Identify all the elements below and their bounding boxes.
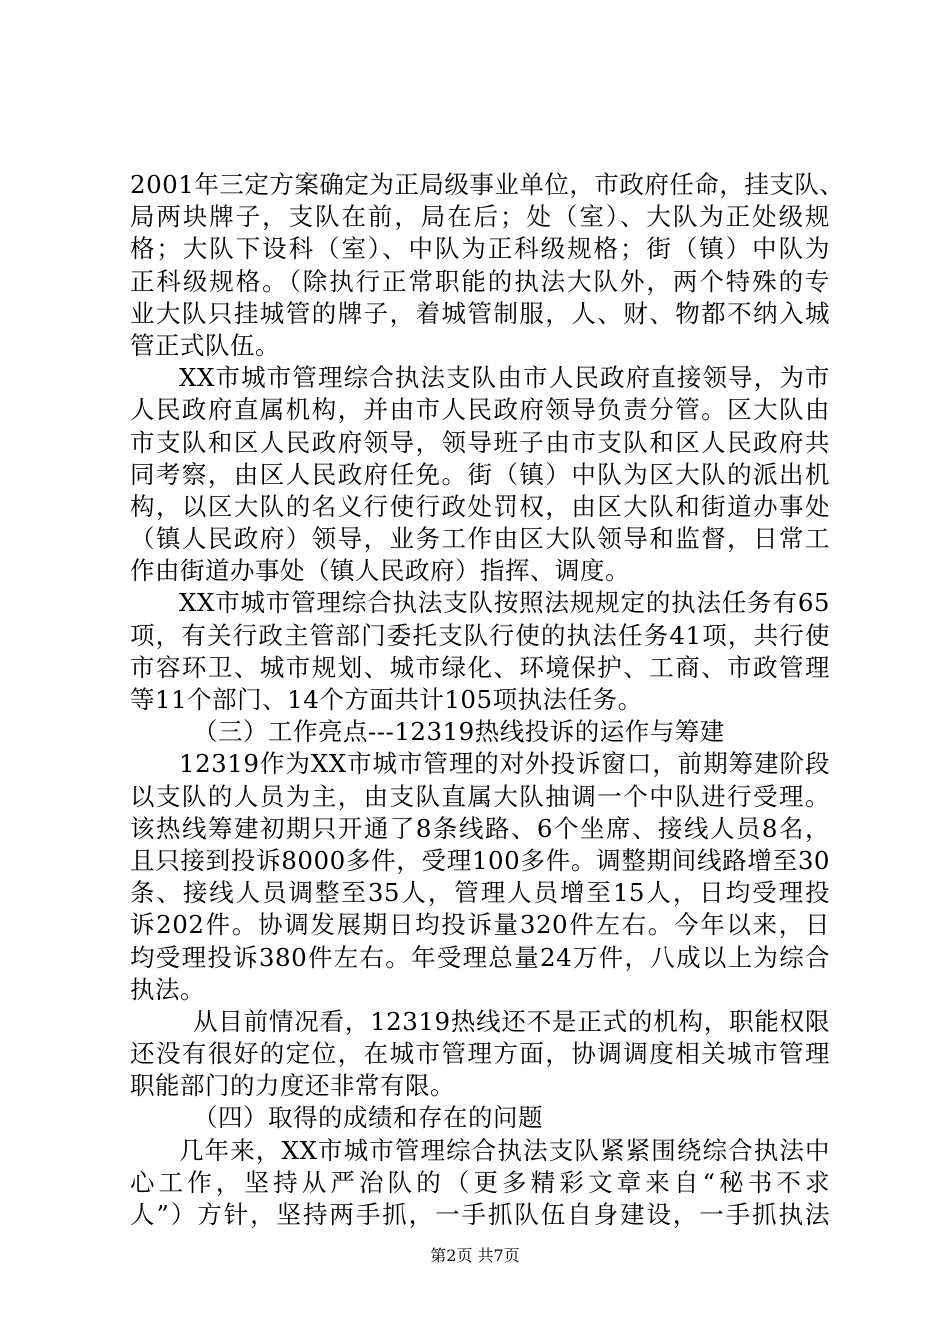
text-line: 项，有关行政主管部门委托支队行使的执法任务41项，共行使 (130, 620, 830, 650)
text-line: 以支队的人员为主，由支队直属大队抽调一个中队进行受理。 (130, 781, 830, 811)
text-line: 12319作为XX市城市管理的对外投诉窗口，前期筹建阶段 (179, 749, 830, 779)
text-line: 心工作，坚持从严治队的（更多精彩文章来自“秘书不求 (130, 1167, 830, 1197)
text-line: 执法。 (130, 974, 205, 1004)
text-line: （三）工作亮点---12319热线投诉的运作与筹建 (193, 717, 725, 747)
text-line: XX市城市管理综合执法支队按照法规规定的执法任务有65 (179, 588, 830, 618)
text-line: 作由街道办事处（镇人民政府）指挥、调度。 (130, 556, 630, 586)
text-line: 管正式队伍。 (130, 330, 280, 360)
text-line: 格；大队下设科（室）、中队为正科级规格；街（镇）中队为 (130, 234, 830, 264)
text-line: 职能部门的力度还非常有限。 (130, 1071, 455, 1101)
text-line: （四）取得的成绩和存在的问题 (193, 1103, 543, 1133)
text-line: 该热线筹建初期只开通了8条线路、6个坐席、接线人员8名， (130, 813, 830, 843)
text-line: 人”）方针，坚持两手抓，一手抓队伍自身建设，一手抓执法 (130, 1200, 830, 1229)
text-line: 均受理投诉380件左右。年受理总量24万件，八成以上为综合 (130, 942, 830, 972)
text-line: 人民政府直属机构，并由市人民政府领导负责分管。区大队由 (130, 395, 830, 425)
text-line: （镇人民政府）领导，业务工作由区大队领导和监督，日常工 (130, 524, 830, 554)
text-line: 同考察，由区人民政府任免。街（镇）中队为区大队的派出机 (130, 459, 830, 489)
text-line: 正科级规格。（除执行正常职能的执法大队外，两个特殊的专 (130, 266, 830, 296)
text-line: 市支队和区人民政府领导，领导班子由市支队和区人民政府共 (130, 427, 830, 457)
text-line: 还没有很好的定位，在城市管理方面，协调调度相关城市管理 (130, 1039, 830, 1069)
text-line: 2001年三定方案确定为正局级事业单位，市政府任命，挂支队、 (130, 170, 845, 199)
text-line: 且只接到投诉8000多件，受理100多件。调整期间线路增至30 (130, 845, 830, 875)
text-line: 局两块牌子，支队在前，局在后；处（室）、大队为正处级规 (130, 202, 830, 232)
text-line: 从目前情况看，12319热线还不是正式的机构，职能权限 (193, 1006, 830, 1036)
page-footer: 第2页 共7页 (430, 1246, 520, 1265)
document-body (130, 169, 845, 1231)
text-line: 业大队只挂城管的牌子，着城管制服，人、财、物都不纳入城 (130, 298, 830, 328)
text-line: 诉202件。协调发展期日均投诉量320件左右。今年以来，日 (130, 910, 830, 940)
text-line: 等11个部门、14个方面共计105项执法任务。 (130, 685, 643, 714)
text-line: 条、接线人员调整至35人，管理人员增至15人，日均受理投 (130, 878, 830, 908)
text-line: XX市城市管理综合执法支队由市人民政府直接领导，为市 (179, 363, 830, 393)
text-line: 构，以区大队的名义行使行政处罚权，由区大队和街道办事处 (130, 491, 830, 521)
text-line: 市容环卫、城市规划、城市绿化、环境保护、工商、市政管理 (130, 652, 830, 682)
text-line: 几年来，XX市城市管理综合执法支队紧紧围绕综合执法中 (179, 1135, 830, 1165)
